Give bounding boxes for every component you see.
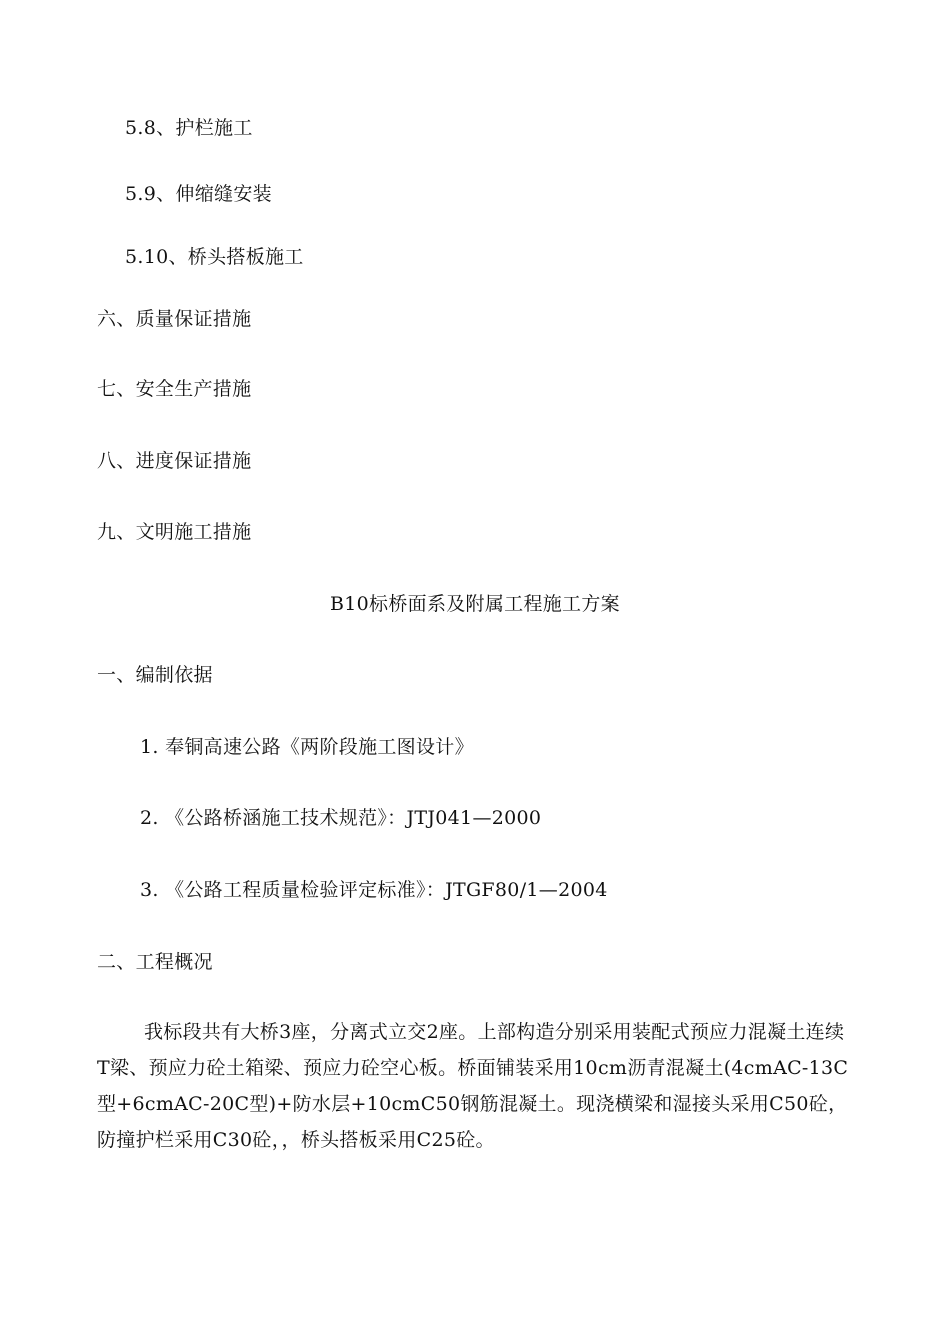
toc-item-6: 六、质量保证措施 — [97, 308, 252, 330]
document-title: B10标桥面系及附属工程施工方案 — [330, 593, 620, 615]
reference-item-3: 3. 《公路工程质量检验评定标准》：JTGF80/1—2004 — [140, 879, 608, 901]
overview-paragraph: 我标段共有大桥3座，分离式立交2座。上部构造分别采用装配式预应力混凝土连续T梁、预应力砼土箱梁、预应力砼空心板。桥面铺装采用10cm沥青混凝土(4cmAC-13C型+6cmAC-20C型)+防水层+10cmC50钢筋混凝土。现浇横梁和湿接头采用C50砼，防撞护栏采用C30砼，，桥头搭板采用C25砼。 — [97, 1021, 849, 1151]
toc-item-7: 七、安全生产措施 — [97, 378, 252, 400]
toc-item-5-9: 5.9、伸缩缝安装 — [125, 183, 272, 205]
reference-item-1: 1. 奉铜高速公路《两阶段施工图设计》 — [140, 736, 474, 758]
toc-item-9: 九、文明施工措施 — [97, 521, 252, 543]
toc-item-8: 八、进度保证措施 — [97, 450, 252, 472]
section-heading-overview: 二、工程概况 — [97, 951, 213, 973]
section-heading-basis: 一、编制依据 — [97, 664, 213, 686]
toc-item-5-8: 5.8、护栏施工 — [125, 117, 253, 139]
toc-item-5-10: 5.10、桥头搭板施工 — [125, 246, 304, 268]
reference-item-2: 2. 《公路桥涵施工技术规范》：JTJ041—2000 — [140, 807, 542, 829]
